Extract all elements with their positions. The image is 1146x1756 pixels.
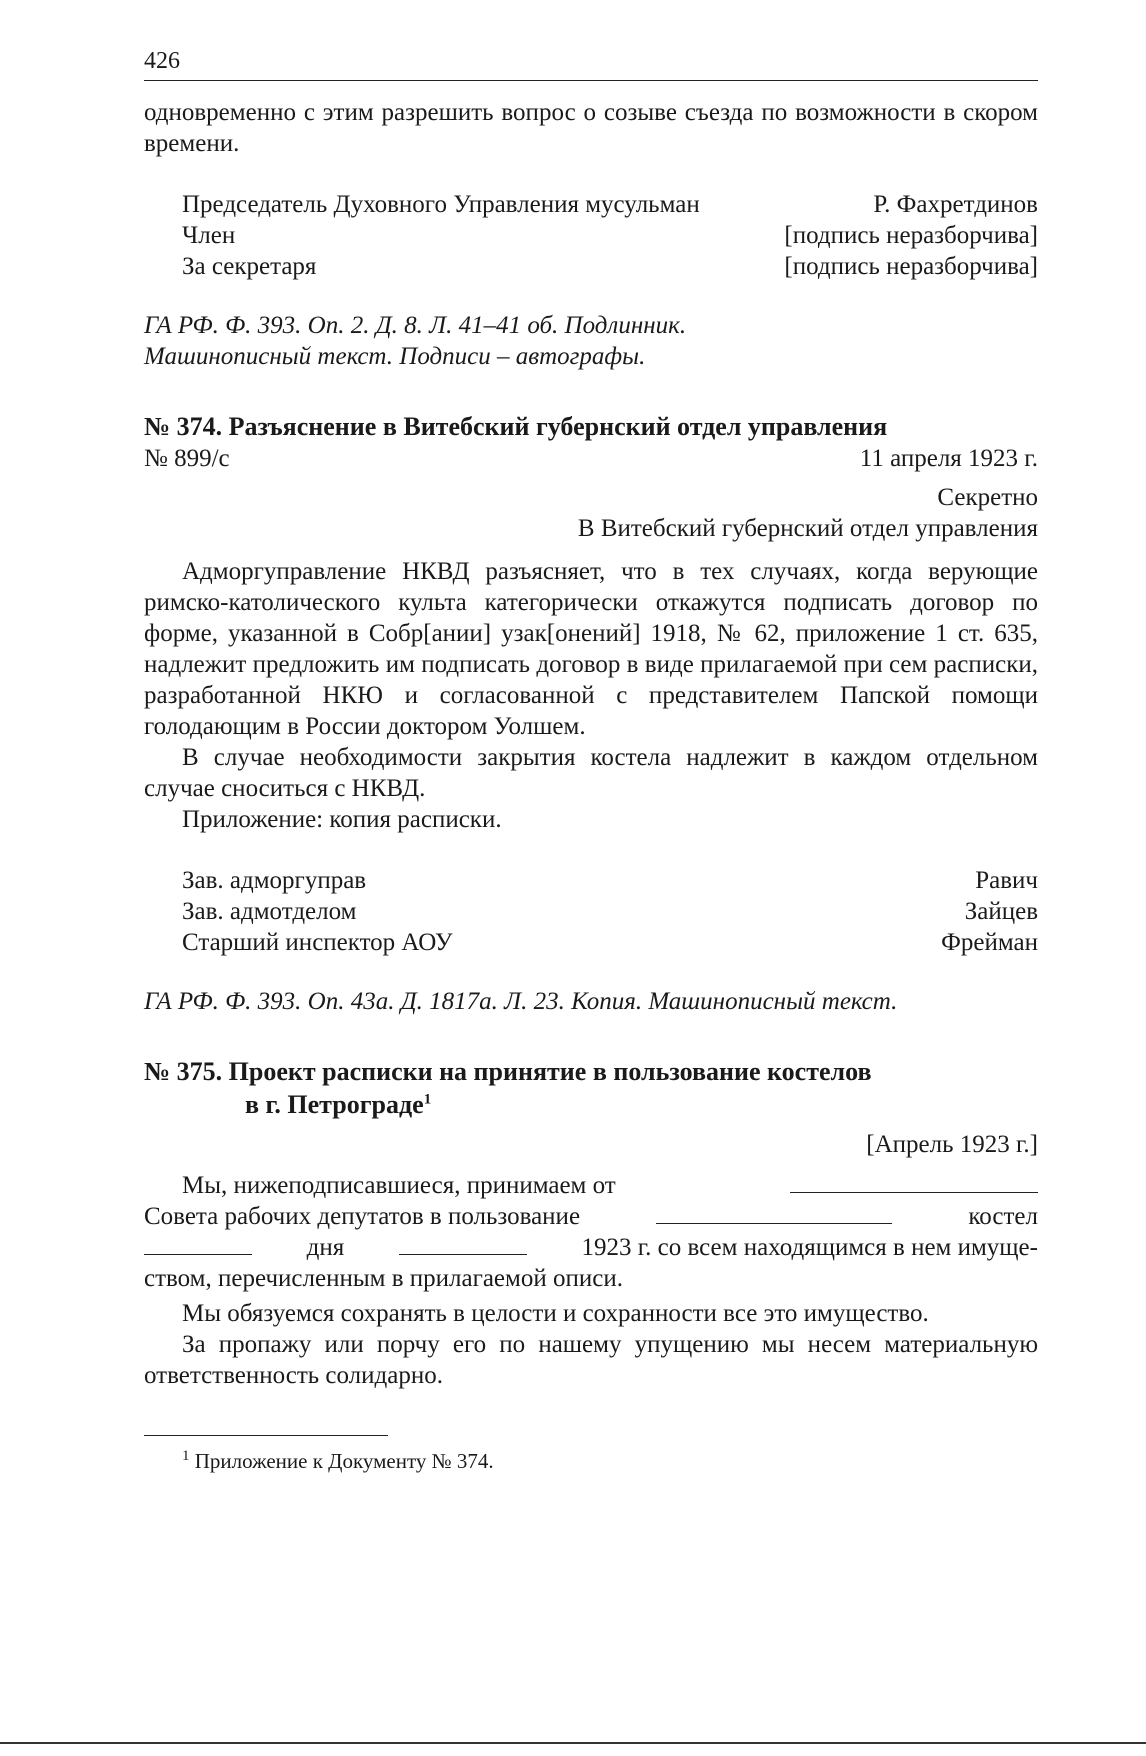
document-page [144,46,1038,1475]
signature-role: Председатель Духовного Управления мусульман [182,191,700,218]
form-line: ством, перечисленным в прилагаемой описи. [144,1265,623,1292]
body-paragraph: Адморгуправление НКВД разъясняет, что в тех случаях, когда верующие римско-католического культа категорически откажутся подписать договор по форме, указанной в Собр[ании] узак[онений] 1918, № 62, приложение 1 ст. 635, надлежит предложить им подписать договор в виде прилагаемой при сем расписки, разработанной НКЮ и согласованной с представителем Папской помощи голодающим в России доктором Уолшем. [144,558,1038,740]
signature-block-2 [144,865,1038,958]
page-number: 426 [144,48,180,74]
doc-title-text: Разъяснение в Витебский губернский отдел управления [228,412,888,441]
signature-name: Р. Фахретдинов [873,191,1038,218]
source-line: ГА РФ. Ф. 393. Оп. 2. Д. 8. Л. 41–41 об. Подлинник. [144,312,687,339]
blank-field [144,1232,252,1255]
form-text: Мы, нижеподписавшиеся, принимаем от [182,1172,616,1199]
signature-role: Член [182,222,236,249]
signature-role: За секретаря [182,253,317,280]
form-text: костел [968,1203,1038,1230]
footnote-rule [144,1435,388,1436]
receipt-form [144,1170,1038,1294]
signature-row [182,251,1038,282]
classification: Секретно [937,484,1038,511]
form-line [144,1170,1038,1201]
signature-name: Зайцев [964,898,1038,925]
signature-block-1 [144,189,1038,282]
doc-number: № 374. [144,412,223,441]
doc-375-title [144,1055,1038,1121]
doc-date: [Апрель 1923 г.] [866,1131,1038,1158]
form-text: Совета рабочих депутатов в пользование [144,1203,581,1230]
form-text: дня [306,1234,345,1261]
archive-source-2: ГА РФ. Ф. 393. Оп. 43а. Д. 1817а. Л. 23. Копия. Машинописный текст. [144,988,898,1015]
doc-title-text: Проект расписки на принятие в пользование костелов [228,1057,872,1086]
body-paragraph: За пропажу или порчу его по нашему упущению мы несем материальную ответственность солидарно. [144,1331,1038,1389]
body-paragraph: Приложение: копия расписки. [182,806,502,833]
signature-name: [подпись неразборчива] [784,253,1038,280]
blank-field [656,1201,892,1224]
form-text: 1923 г. со всем находящимся в нем имуще- [581,1234,1038,1261]
addressee: В Витебский губернский отдел управления [577,515,1038,542]
doc-number: № 375. [144,1057,223,1086]
signature-name: Фрейман [941,929,1038,956]
signature-role: Зав. адмотделом [182,898,357,925]
continuation-text: одновременно с этим разрешить вопрос о созыве съезда по возможности в скором времени. [144,99,1038,157]
footnote-mark: 1 [423,1091,432,1108]
doc-374-title [144,410,1038,443]
doc-title-text: в г. Петрограде [245,1090,424,1119]
signature-row [182,220,1038,251]
footnote-text: Приложение к Документу № 374. [194,1449,494,1473]
header-rule [144,80,1038,81]
doc-374-ref-row [144,443,1038,474]
archive-source-1 [144,310,1038,372]
signature-row [182,865,1038,896]
signature-row [182,927,1038,958]
footnote-mark: 1 [182,1448,190,1464]
doc-ref: № 899/с [144,445,230,472]
form-line [144,1201,1038,1232]
doc-title-continuation [144,1088,1038,1121]
blank-field [399,1232,527,1255]
source-line: Машинописный текст. Подписи – автографы. [144,343,646,370]
signature-name: [подпись неразборчива] [784,222,1038,249]
signature-name: Равич [975,867,1038,894]
blank-field [790,1170,1038,1193]
doc-date: 11 апреля 1923 г. [859,445,1038,472]
scan-edge-line [0,1742,1146,1744]
signature-role: Зав. адморгуправ [182,867,367,894]
footnote [144,1448,1038,1475]
signature-role: Старший инспектор АОУ [182,929,453,956]
signature-row [182,896,1038,927]
form-line [144,1232,1038,1263]
signature-row [182,189,1038,220]
body-paragraph: Мы обязуемся сохранять в целости и сохранности все это имущество. [182,1300,929,1327]
body-paragraph: В случае необходимости закрытия костела надлежит в каждом отдельном случае сноситься с НКВД. [144,744,1038,802]
